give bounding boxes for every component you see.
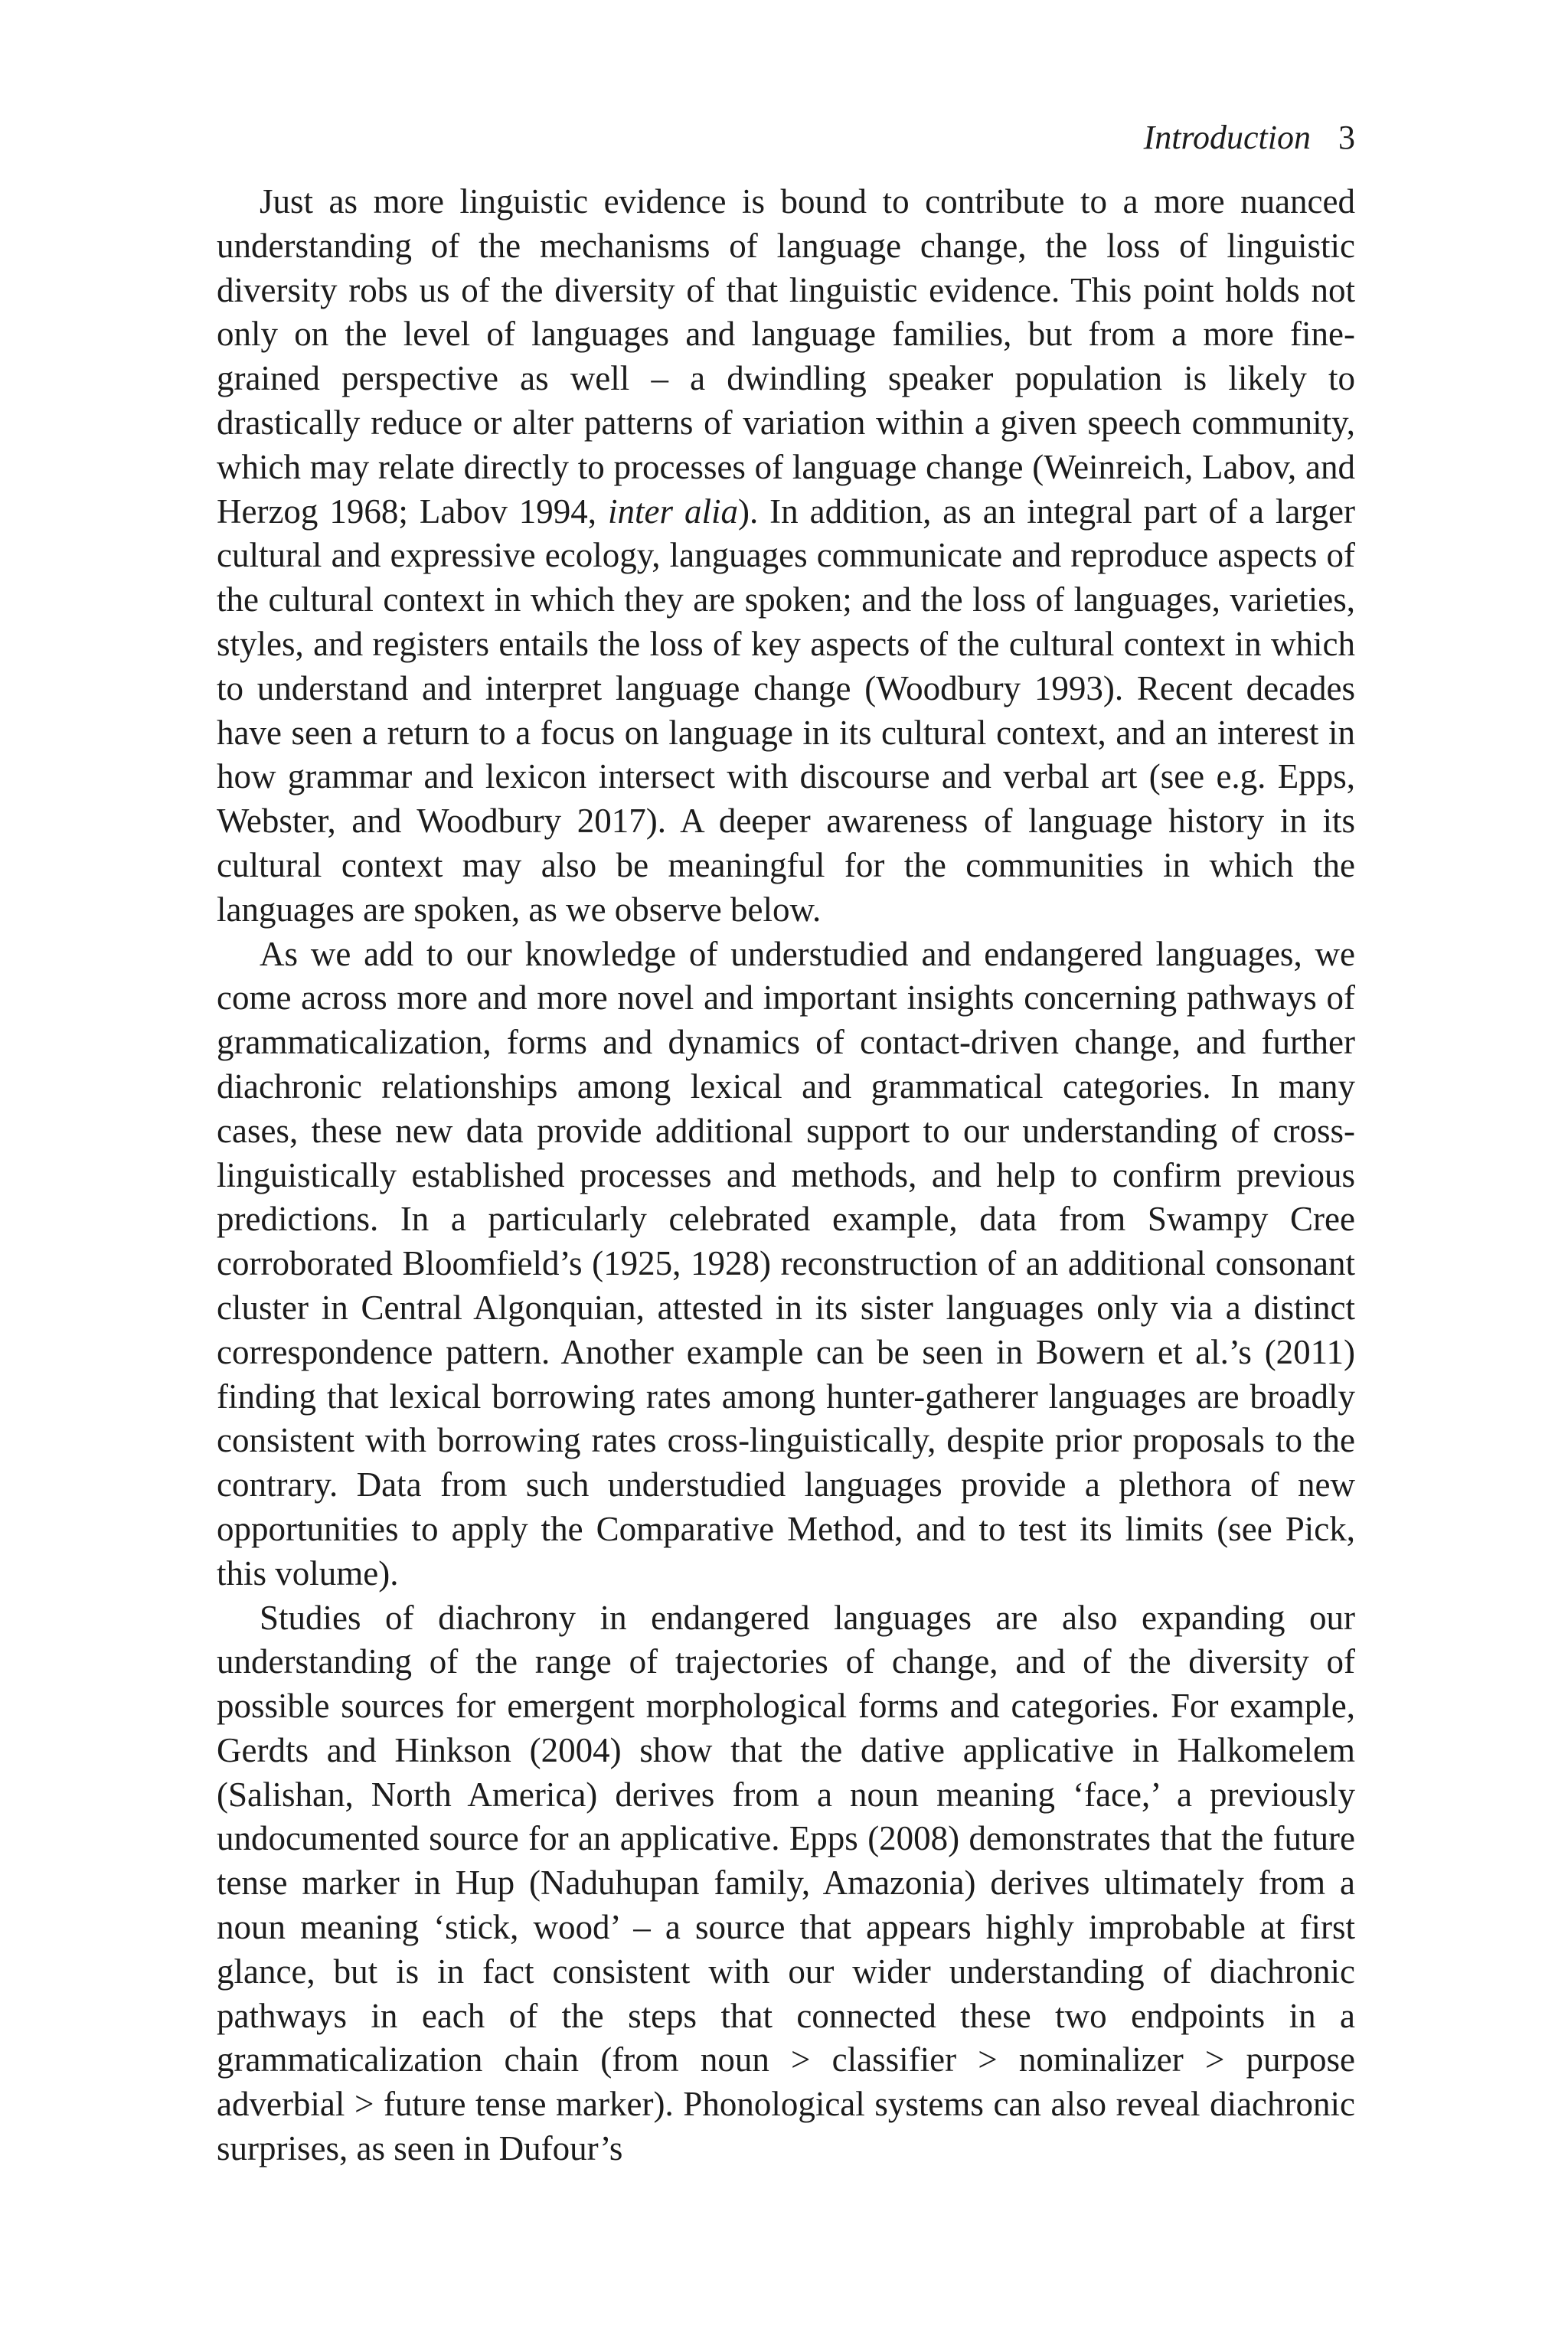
body-text <box>217 180 1355 2171</box>
paragraph-1-text-a: Just as more linguistic evidence is bound to contribute to a more nuanced understanding of the mechanisms of language change, the loss of linguistic diversity robs us of the diversity of that linguistic evidence. This point holds not only on the level of languages and language families, but from a more fine-grained perspective as well – a dwindling speaker population is likely to drastically reduce or alter patterns of variation within a given speech community, which may relate directly to processes of language change (Weinreich, Labov, and Herzog 1968; Labov 1994, <box>217 182 1355 531</box>
running-head-title: Introduction <box>1143 119 1311 156</box>
paragraph-2: As we add to our knowledge of understudied and endangered languages, we come across more and more novel and important insights concerning pathways of grammaticalization, forms and dynamics of contact-driven change, and further diachronic relationships among lexical and grammatical categories. In many cases, these new data provide additional support to our understanding of cross-linguistically established processes and methods, and help to confirm previous predictions. In a particularly celebrated example, data from Swampy Cree corroborated Bloomfield’s (1925, 1928) reconstruction of an additional consonant cluster in Central Algonquian, attested in its sister languages only via a distinct correspondence pattern. Another example can be seen in Bowern et al.’s (2011) finding that lexical borrowing rates among hunter-gatherer languages are broadly consistent with borrowing rates cross-linguistically, despite prior proposals to the contrary. Data from such understudied languages provide a plethora of new opportunities to apply the Comparative Method, and to test its limits (see Pick, this volume). <box>217 934 1355 1592</box>
paragraph-1-text-b: ). In addition, as an integral part of a larger cultural and expressive ecology, languages communicate and reproduce aspects of the cultural context in which they are spoken; and the loss of languages, varieties, styles, and registers entails the loss of key aspects of the cultural context in which to understand and interpret language change (Woodbury 1993). Recent decades have seen a return to a focus on language in its cultural context, and an interest in how grammar and lexicon intersect with discourse and verbal art (see e.g. Epps, Webster, and Woodbury 2017). A deeper awareness of language history in its cultural context may also be meaningful for the communities in which the languages are spoken, as we observe below. <box>217 492 1356 929</box>
paragraph-1-italic-phrase: inter alia <box>608 492 738 531</box>
running-head <box>0 115 1355 161</box>
paragraph-3: Studies of diachrony in endangered languages are also expanding our understanding of the range of trajectories of change, and of the diversity of possible sources for emergent morphological forms and categories. For example, Gerdts and Hinkson (2004) show that the dative applicative in Halkomelem (Salishan, North America) derives from a noun meaning ‘face,’ a previously undocumented source for an applicative. Epps (2008) demonstrates that the future tense marker in Hup (Naduhupan family, Amazonia) derives ultimately from a noun meaning ‘stick, wood’ – a source that appears highly improbable at first glance, but is in fact consistent with our wider understanding of diachronic pathways in each of the steps that connected these two endpoints in a grammaticalization chain (from noun > classifier > nominalizer > purpose adverbial > future tense marker). Phonological systems can also reveal diachronic surprises, as seen in Dufour’s <box>217 1598 1355 2168</box>
page-number: 3 <box>1338 119 1355 156</box>
paragraph-1 <box>217 180 1355 933</box>
